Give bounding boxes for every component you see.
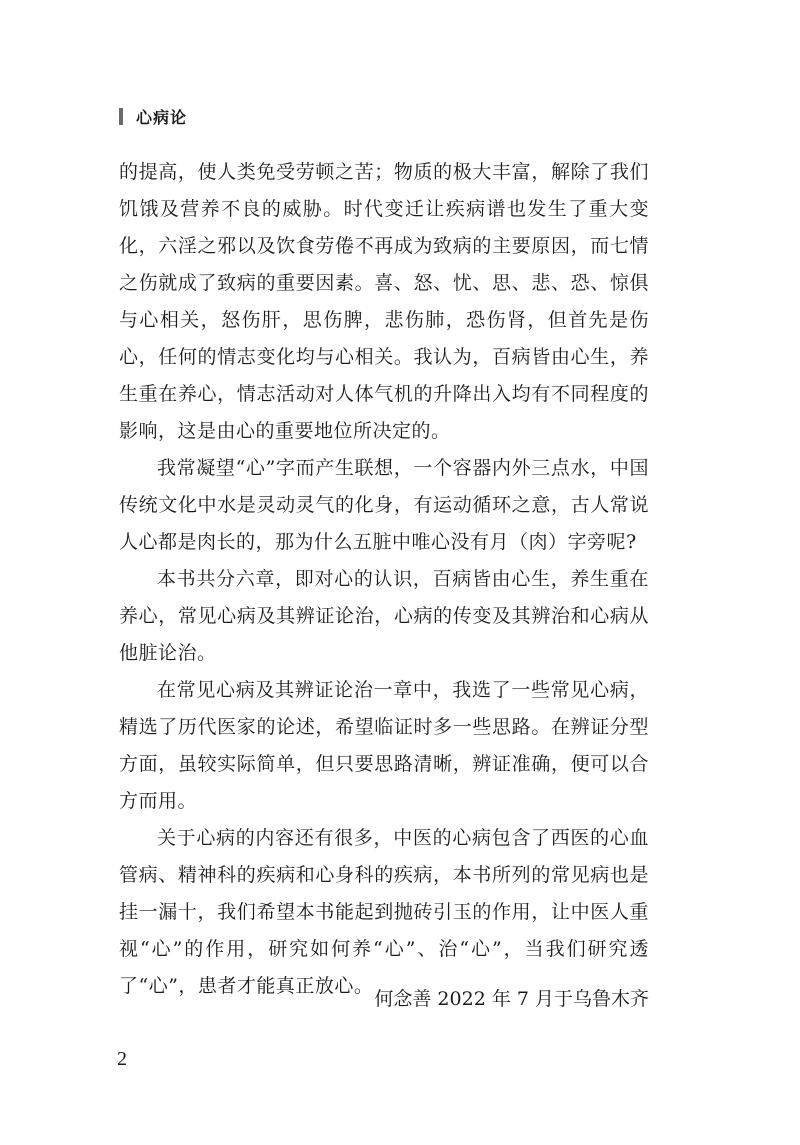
- page-number: 2: [117, 1048, 127, 1070]
- book-title: 心病论: [136, 107, 188, 127]
- paragraph-1: 的提高，使人类免受劳顿之苦；物质的极大丰富，解除了我们饥饿及营养不良的威胁。时代变迁让疾病谱也发生了重大变化，六淫之邪以及饮食劳倦不再成为致病的主要原因，而七情之伤就成了致病的重要因素。喜、怒、忧、思、悲、恐、惊俱与心相关，怒伤肝，思伤脾，悲伤肺，恐伤肾，但首先是伤心，任何的情志变化均与心相关。我认为，百病皆由心生，养生重在养心，情志活动对人体气机的升降出入均有不同程度的影响，这是由心的重要地位所决定的。: [119, 161, 649, 442]
- paragraph-4: 在常见心病及其辨证论治一章中，我选了一些常见心病，精选了历代医家的论述，希望临证时多一些思路。在辨证分型方面，虽较实际简单，但只要思路清晰，辨证准确，便可以合方而用。: [119, 679, 649, 812]
- paragraph-2: 我常凝望“心”字而产生联想，一个容器内外三点水，中国传统文化中水是灵动灵气的化身，有运动循环之意，古人常说人心都是肉长的，那为什么五脏中唯心没有月（肉）字旁呢?: [119, 457, 649, 553]
- paragraph-5: 关于心病的内容还有很多，中医的心病包含了西医的心血管病、精神科的疾病和心身科的疾病，本书所列的常见病也是挂一漏十，我们希望本书能起到抛砖引玉的作用，让中医人重视“心”的作用，研究如何养“心”、治“心”，当我们研究透了“心”，患者才能真正放心。: [119, 827, 649, 997]
- header-bar-mark: [119, 108, 123, 125]
- paragraph-3: 本书共分六章，即对心的认识，百病皆由心生，养生重在养心，常见心病及其辨证论治，心病的传变及其辨治和心病从他脏论治。: [119, 568, 649, 664]
- author-signature: 何念善 2022 年 7 月于乌鲁木齐: [374, 988, 649, 1010]
- body-text: [119, 154, 649, 1005]
- running-header: [119, 104, 187, 128]
